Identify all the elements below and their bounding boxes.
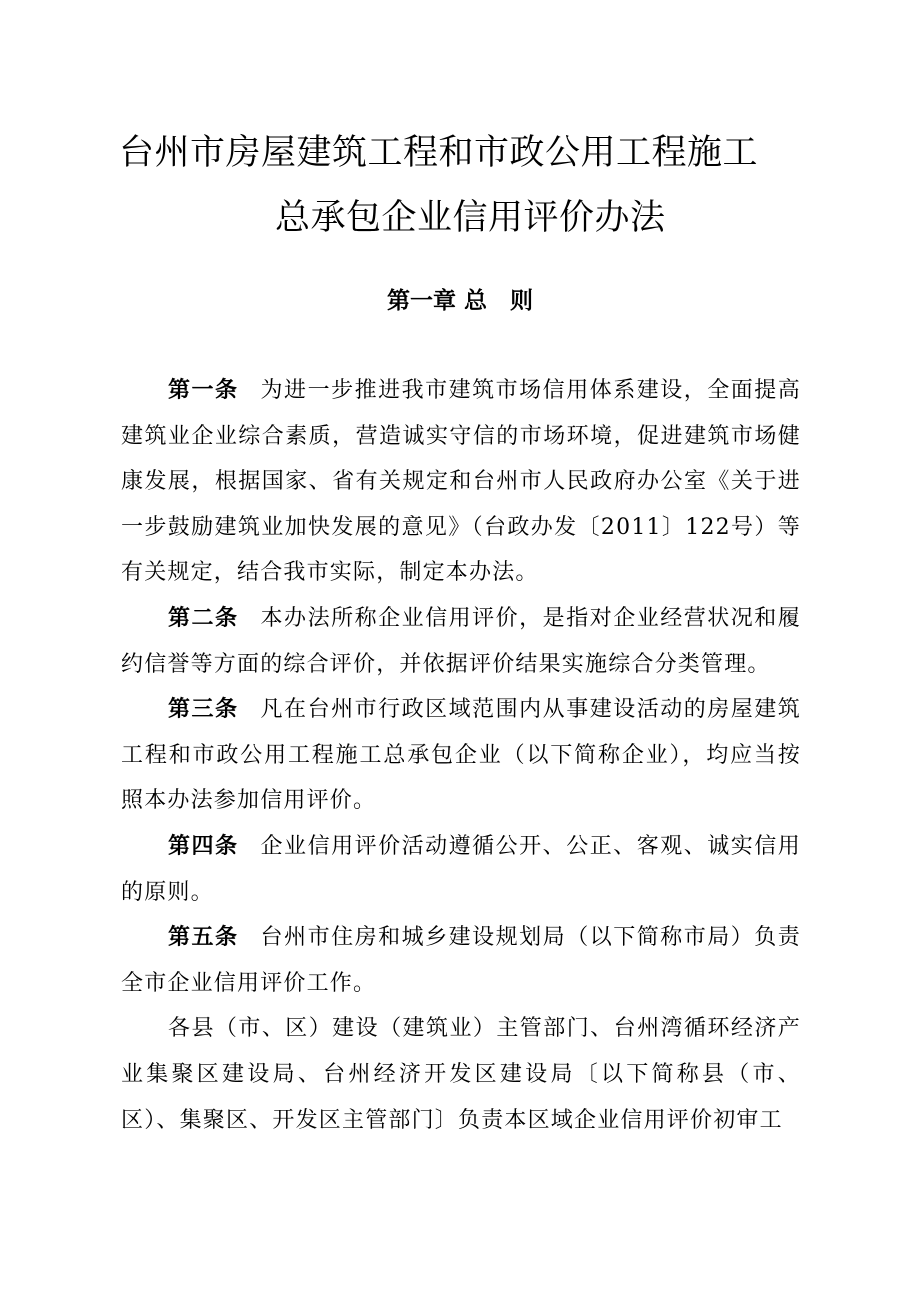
article-label: 第一条 bbox=[168, 378, 239, 403]
document-title-line-1: 台州市房屋建筑工程和市政公用工程施工 bbox=[119, 133, 759, 173]
paragraph-article-5 bbox=[121, 915, 801, 1006]
document-body bbox=[121, 368, 801, 1143]
paragraph-article-3 bbox=[121, 687, 801, 824]
article-label: 第四条 bbox=[168, 833, 239, 859]
article-label: 第二条 bbox=[168, 605, 239, 631]
paragraph-article-4 bbox=[121, 824, 801, 915]
paragraph-text: 企业信用评价活动遵循公开、公正、客观、诚实信用的原则。 bbox=[121, 833, 801, 905]
paragraph-text: 为进一步推进我市建筑市场信用体系建设，全面提高建筑业企业综合素质，营造诚实守信的市场环境，促进建筑市场健康发展，根据国家、省有关规定和台州市人民政府办公室《关于进一步鼓励建筑业加快发展的意见》（台政办发〔2011〕122号）等有关规定，结合我市实际，制定本办法。 bbox=[121, 378, 801, 586]
chapter-heading: 第一章 总 则 bbox=[386, 288, 533, 314]
article-label: 第五条 bbox=[168, 925, 239, 951]
paragraph-text: 台州市住房和城乡建设规划局（以下简称市局）负责全市企业信用评价工作。 bbox=[121, 925, 801, 996]
paragraph-continuation bbox=[121, 1006, 801, 1143]
article-label: 第三条 bbox=[168, 697, 239, 723]
paragraph-text: 各县（市、区）建设（建筑业）主管部门、台州湾循环经济产业集聚区建设局、台州经济开发区建设局〔以下简称县（市、区）、集聚区、开发区主管部门〕负责本区域企业信用评价初审工 bbox=[121, 1016, 801, 1133]
paragraph-text: 本办法所称企业信用评价，是指对企业经营状况和履约信誉等方面的综合评价，并依据评价结果实施综合分类管理。 bbox=[121, 605, 801, 677]
paragraph-text: 凡在台州市行政区域范围内从事建设活动的房屋建筑工程和市政公用工程施工总承包企业（以下简称企业），均应当按照本办法参加信用评价。 bbox=[121, 697, 801, 814]
paragraph-article-1 bbox=[121, 368, 801, 596]
paragraph-article-2 bbox=[121, 596, 801, 687]
document-title-line-2: 总承包企业信用评价办法 bbox=[275, 198, 666, 238]
